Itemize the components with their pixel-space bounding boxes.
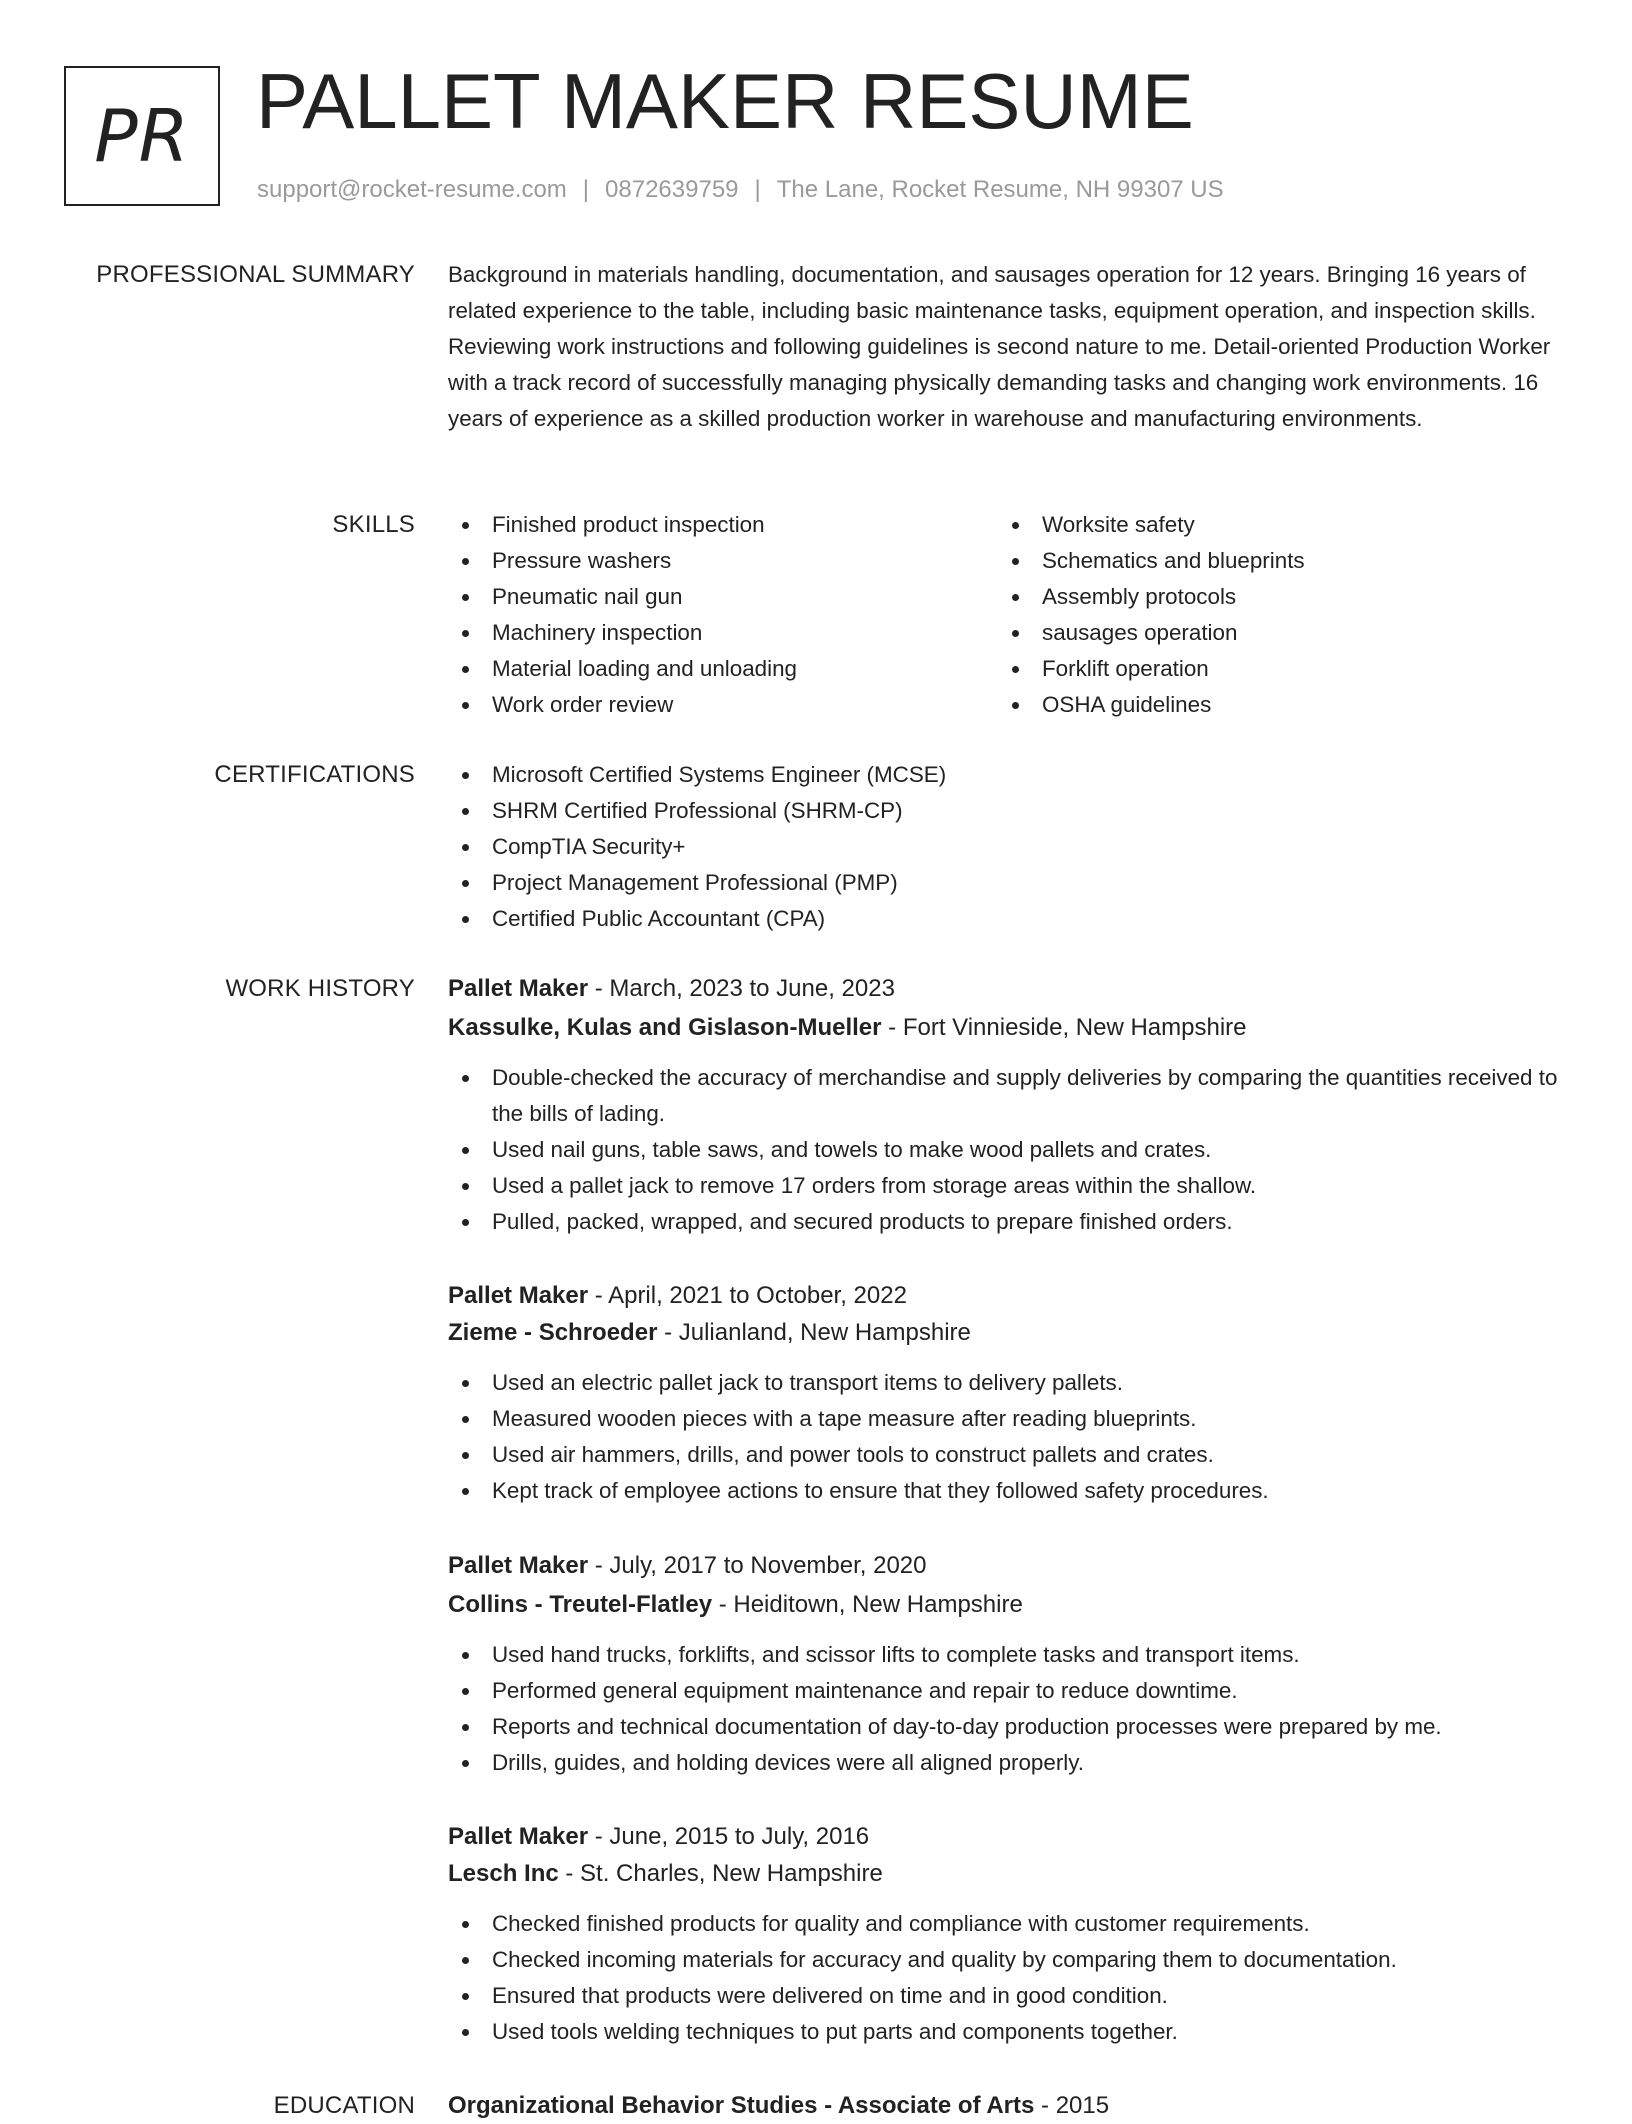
job-title: Pallet Maker (448, 1552, 589, 1579)
job-title-line (448, 1819, 1568, 1855)
skill-item: Material loading and unloading (448, 651, 998, 687)
summary-text: Background in materials handling, documentation, and sausages operation for 12 years. Bringing 16 years of related experience to the table, including basic maintenance tasks, equipment operation, and inspection skills. Reviewing work instructions and following guidelines is second nature to me. Detail-oriented Production Worker with a track record of successfully managing physically demanding tasks and changing work environments. 16 years of experience as a skilled production worker in warehouse and manufacturing environments. (448, 262, 1551, 431)
job-company-line (448, 1315, 1568, 1351)
job-location: - St. Charles, New Hampshire (558, 1860, 883, 1887)
job-title: Pallet Maker (448, 975, 589, 1002)
job-duty: Used hand trucks, forklifts, and scissor lifts to complete tasks and transport items. (448, 1637, 1568, 1673)
job-dates: - June, 2015 to July, 2016 (588, 1823, 870, 1850)
job-title: Pallet Maker (448, 1823, 589, 1850)
contact-separator: | (754, 176, 761, 203)
monogram-logo: PR (64, 66, 220, 206)
skills-heading: SKILLS (332, 511, 415, 538)
job-entry (448, 971, 1568, 1240)
education-body (448, 2088, 1568, 2124)
job-duty: Reports and technical documentation of day-to-day production processes were prepared by me. (448, 1709, 1568, 1745)
contact-address: The Lane, Rocket Resume, NH 99307 US (776, 176, 1224, 203)
job-duty: Checked incoming materials for accuracy and quality by comparing them to documentation. (448, 1942, 1568, 1978)
skill-item: Pressure washers (448, 543, 998, 579)
job-entry (448, 1548, 1568, 1781)
job-dates: - July, 2017 to November, 2020 (588, 1552, 927, 1579)
certifications-body (448, 757, 1568, 937)
job-company: Lesch Inc (448, 1860, 559, 1887)
skill-item: Machinery inspection (448, 615, 998, 651)
job-company: Collins - Treutel-Flatley (448, 1591, 713, 1618)
job-duty: Used nail guns, table saws, and towels to make wood pallets and crates. (448, 1132, 1568, 1168)
certifications-heading: CERTIFICATIONS (214, 761, 415, 788)
job-duties (448, 1906, 1568, 2050)
education-year: - 2015 (1034, 2092, 1110, 2119)
job-title-line (448, 1548, 1568, 1584)
contact-email: support@rocket-resume.com (257, 176, 567, 203)
job-duty: Double-checked the accuracy of merchandise and supply deliveries by comparing the quantities received to the bills of lading. (448, 1060, 1568, 1132)
job-duties (448, 1637, 1568, 1781)
skill-item: Work order review (448, 687, 998, 723)
certification-item: Project Management Professional (PMP) (448, 865, 1568, 901)
education-degree: Organizational Behavior Studies - Associate of Arts (448, 2092, 1035, 2119)
page-title: PALLET MAKER RESUME (256, 57, 1194, 145)
contact-phone: 0872639759 (605, 176, 739, 203)
job-dates: - March, 2023 to June, 2023 (588, 975, 895, 1002)
job-title: Pallet Maker (448, 1282, 589, 1309)
certification-item: Certified Public Accountant (CPA) (448, 901, 1568, 937)
certification-item: CompTIA Security+ (448, 829, 1568, 865)
certifications-list (448, 757, 1568, 937)
skills-list-right (998, 507, 1558, 723)
contact-separator: | (582, 176, 590, 203)
education-entry (448, 2088, 1568, 2124)
job-entry (448, 1819, 1568, 2050)
job-duty: Used tools welding techniques to put parts and components together. (448, 2014, 1568, 2050)
job-entry (448, 1278, 1568, 1509)
certification-item: Microsoft Certified Systems Engineer (MCSE) (448, 757, 1568, 793)
skill-item: OSHA guidelines (998, 687, 1558, 723)
job-company-line (448, 1856, 1568, 1892)
job-duty: Used air hammers, drills, and power tools to construct pallets and crates. (448, 1437, 1568, 1473)
job-duty: Measured wooden pieces with a tape measure after reading blueprints. (448, 1401, 1568, 1437)
job-duty: Used a pallet jack to remove 17 orders from storage areas within the shallow. (448, 1168, 1568, 1204)
skills-list-left (448, 507, 998, 723)
skill-item: Forklift operation (998, 651, 1558, 687)
skill-item: Worksite safety (998, 507, 1558, 543)
skill-item: Pneumatic nail gun (448, 579, 998, 615)
certification-item: SHRM Certified Professional (SHRM-CP) (448, 793, 1568, 829)
job-duties (448, 1060, 1568, 1240)
job-duty: Checked finished products for quality and compliance with customer requirements. (448, 1906, 1568, 1942)
skill-item: Finished product inspection (448, 507, 998, 543)
job-title-line (448, 971, 1568, 1007)
job-company-line (448, 1010, 1568, 1046)
job-dates: - April, 2021 to October, 2022 (588, 1282, 907, 1309)
job-title-line (448, 1278, 1568, 1314)
skill-item: Assembly protocols (998, 579, 1558, 615)
skill-item: Schematics and blueprints (998, 543, 1558, 579)
job-duty: Pulled, packed, wrapped, and secured products to prepare finished orders. (448, 1204, 1568, 1240)
education-heading: EDUCATION (273, 2092, 415, 2119)
summary-body (448, 257, 1568, 437)
job-location: - Julianland, New Hampshire (657, 1319, 971, 1346)
job-duty: Performed general equipment maintenance and repair to reduce downtime. (448, 1673, 1568, 1709)
skills-body (448, 507, 1568, 723)
contact-line (257, 174, 1224, 206)
job-duty: Kept track of employee actions to ensure that they followed safety procedures. (448, 1473, 1568, 1509)
job-duty: Used an electric pallet jack to transport items to delivery pallets. (448, 1365, 1568, 1401)
job-location: - Fort Vinnieside, New Hampshire (881, 1014, 1247, 1041)
job-duty: Drills, guides, and holding devices were all aligned properly. (448, 1745, 1568, 1781)
job-company-line (448, 1587, 1568, 1623)
job-company: Zieme - Schroeder (448, 1319, 658, 1346)
job-duty: Ensured that products were delivered on time and in good condition. (448, 1978, 1568, 2014)
summary-heading: PROFESSIONAL SUMMARY (96, 261, 415, 288)
job-duties (448, 1365, 1568, 1509)
job-company: Kassulke, Kulas and Gislason-Mueller (448, 1014, 882, 1041)
work-history-heading: WORK HISTORY (225, 975, 415, 1002)
skill-item: sausages operation (998, 615, 1558, 651)
job-location: - Heiditown, New Hampshire (712, 1591, 1023, 1618)
